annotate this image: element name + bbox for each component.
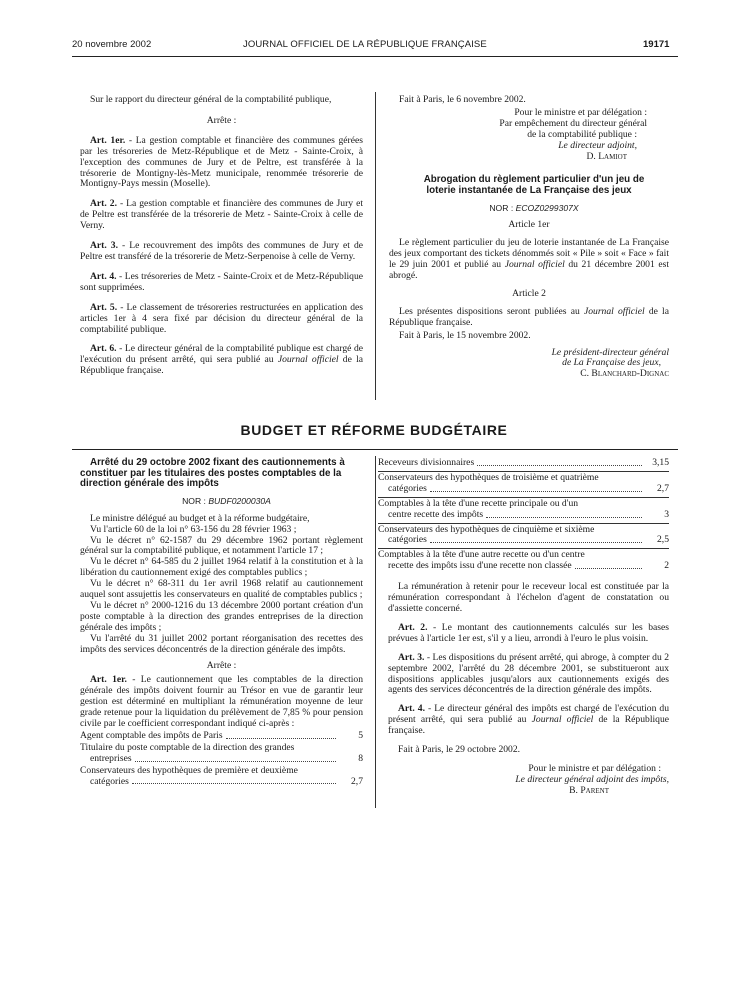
signature-block-1 [389, 108, 669, 163]
column-divider-top [375, 92, 376, 400]
preamble-para: Vu le décret n° 68-311 du 1er avril 1968 relatif au cautionnement auquel sont assujettis les conservateurs en qualité de comptables publics ; [80, 578, 363, 601]
signatory-name: C. Blanchard-Dignac [580, 368, 669, 380]
signatory-name: B. Parent [569, 784, 609, 796]
remuneration-text: La rémunération à retenir pour le receveur local est constituée par la rémunération correspondant à l'échelon d'agent de constatation ou d'assiette concerné. [388, 581, 669, 614]
header-page-number: 19171 [643, 39, 670, 50]
preamble-para: Le ministre délégué au budget et à la réforme budgétaire, [90, 512, 310, 524]
article-5: Art. 5. - Le classement de trésoreries restructurées en application des articles 1er à 4 sera fixé par décision du directeur général de la comptabilité publique. [80, 301, 363, 335]
arrete-heading: Arrête : [206, 114, 237, 126]
signature-line: de La Française des jeux, [562, 357, 661, 369]
article-3-cautionnement: Art. 3. - Les dispositions du présent arrêté, qui abroge, à compter du 2 septembre 2002, l'arrêté du 28 décembre 2001, se substitueront aux dispositions applicables jusqu'alors aux cautionnements exigés des agents des services déconcentrés de la direction générale des impôts. [388, 651, 669, 696]
preamble-para: Vu l'article 60 de la loi n° 63-156 du 28 février 1963 ; [90, 523, 297, 535]
signature-line: Pour le ministre et par délégation : [528, 762, 661, 774]
header-journal-title: JOURNAL OFFICIEL DE LA RÉPUBLIQUE FRANÇAISE [243, 39, 487, 50]
preamble-para: Vu le décret n° 64-585 du 2 juillet 1964 relatif à la constitution et à la libération du cautionnement exigé des comptables publics ; [80, 556, 363, 579]
signature-line: de la comptabilité publique : [527, 128, 637, 140]
signature-line: Par empêchement du directeur général [499, 117, 647, 129]
signature-line: Le directeur adjoint, [558, 139, 637, 151]
article-4-cautionnement: Art. 4. - Le directeur général des impôts est chargé de l'exécution du présent arrêté, qui sera publié au Journal officiel de la République française. [388, 703, 670, 737]
signatory-name: D. Lamiot [586, 150, 627, 162]
coefficient-row: Agent comptable des impôts de Paris 5 [80, 729, 363, 741]
coefficient-row: Comptables à la tête d'une autre recette ou d'un centre recette des impôts issu d'une recette non classée 2 [378, 549, 669, 572]
header-date: 20 novembre 2002 [72, 39, 152, 50]
signature-line: Le directeur général adjoint des impôts, [515, 773, 669, 785]
signature-block-3 [388, 764, 669, 797]
column-divider-bottom [375, 456, 376, 808]
intro-text: Sur le rapport du directeur général de la comptabilité publique, [90, 94, 332, 105]
article-2-text: Les présentes dispositions seront publiées au Journal officiel de la République française. [389, 305, 669, 328]
preamble-para: Vu le décret n° 2000-1216 du 13 décembre 2000 portant création d'un poste comptable à la direction des grandes entreprises de la direction générale des impôts ; [80, 599, 363, 633]
coefficient-row: Conservateurs des hypothèques de troisième et quatrième catégories 2,7 [378, 471, 669, 494]
coefficient-row: Comptables à la tête d'une recette principale ou d'un centre recette des impôts 3 [378, 497, 669, 520]
article-1-heading: Article 1er [508, 219, 550, 231]
fait-date-2: Fait à Paris, le 15 novembre 2002. [399, 329, 531, 341]
signature-block-2 [389, 348, 669, 381]
signature-line: Le président-directeur général [551, 346, 669, 358]
section-rule [72, 449, 678, 450]
article-3: Art. 3. - Le recouvrement des impôts des communes de Jury et de Peltre est transféré de la trésorerie de Metz-Serpenoise à celle de Verny. [80, 240, 363, 262]
arrete-heading-2: Arrête : [206, 660, 237, 672]
article-2: Art. 2. - La gestion comptable et financière des communes de Jury et de Peltre est transférée de la trésorerie de Metz - Sainte-Croix à celle de Verny. [80, 198, 363, 232]
page-header [0, 39, 748, 53]
coefficient-row: Conservateurs des hypothèques de première et deuxième catégories 2,7 [80, 764, 363, 787]
nor-reference-1: NOR : ECOZ0299307X [489, 202, 579, 213]
bottom-left-column [80, 458, 363, 788]
preamble-para: Vu l'arrêté du 31 juillet 2002 portant réorganisation des recettes des impôts des services déconcentrés de la direction générale des impôts. [80, 632, 363, 655]
fait-date-3: Fait à Paris, le 29 octobre 2002. [398, 744, 521, 756]
article-4: Art. 4. - Les trésoreries de Metz - Sainte-Croix et de Metz-République sont supprimées. [80, 270, 363, 293]
article-2-cautionnement: Art. 2. - Le montant des cautionnements calculés sur les bases prévues à l'article 1er est, s'il y a lieu, arrondi à l'euro le plus voisin. [388, 621, 669, 644]
article-1-text: Le règlement particulier du jeu de loterie instantanée de La Française des jeux comportant des tickets dénommés soit « Pile » soit « Face » fait le 29 juin 2001 et publié au Journal officiel du 21 décembre 2001 est abrogé. [389, 237, 669, 281]
preamble-para: Vu le décret n° 62-1587 du 29 décembre 1962 portant règlement général sur la comptabilité publique, et notamment l'article 17 ; [80, 534, 363, 557]
article-6: Art. 6. - Le directeur général de la comptabilité publique est chargé de l'exécution du présent arrêté, qui sera publié au Journal officiel de la République française. [80, 343, 364, 377]
section-title: BUDGET ET RÉFORME BUDGÉTAIRE [240, 422, 508, 438]
signature-line: Pour le ministre et par délégation : [514, 106, 647, 118]
top-left-column [80, 95, 363, 384]
top-right-column [389, 95, 669, 380]
decree-title-cautionnements: Arrêté du 29 octobre 2002 fixant des cautionnements à constituer par les titulaires des postes comptables de la direction générale des impôts [80, 457, 345, 490]
coefficient-row: Titulaire du poste comptable de la direction des grandes entreprises 8 [80, 741, 363, 764]
bottom-right-column [378, 458, 669, 797]
article-1: Art. 1er. - La gestion comptable et financière des communes gérées par les trésoreries de Metz-République et de Metz - Sainte-Croix, à l'exception des communes de Jury et de Peltre, est transférée à la trésorerie de Montigny-lès-Metz municipale, renommée trésorerie de Montigny-Pays messin (Moselle). [80, 134, 363, 190]
fait-date-1: Fait à Paris, le 6 novembre 2002. [399, 94, 526, 105]
header-rule [72, 56, 678, 57]
decree-title-loterie: Abrogation du règlement particulier d'un jeu de loterie instantanée de La Française des jeux [423, 174, 645, 197]
article-2-heading: Article 2 [512, 287, 546, 299]
nor-reference-2: NOR : BUDF0200030A [182, 496, 271, 507]
coefficient-row: Conservateurs des hypothèques de cinquième et sixième catégories 2,5 [378, 523, 669, 546]
coefficient-row: Receveurs divisionnaires 3,15 [378, 457, 669, 468]
article-1-cautionnement: Art. 1er. - Le cautionnement que les comptables de la direction générale des impôts doivent fournir au Trésor en vue de garantir leur gestion est déterminé en multipliant la rémunération moyenne de leur grade retenue pour la liquidation du prélèvement de 7,85 % pour pension civile par le coefficient correspondant indiqué ci-après : [80, 674, 364, 729]
